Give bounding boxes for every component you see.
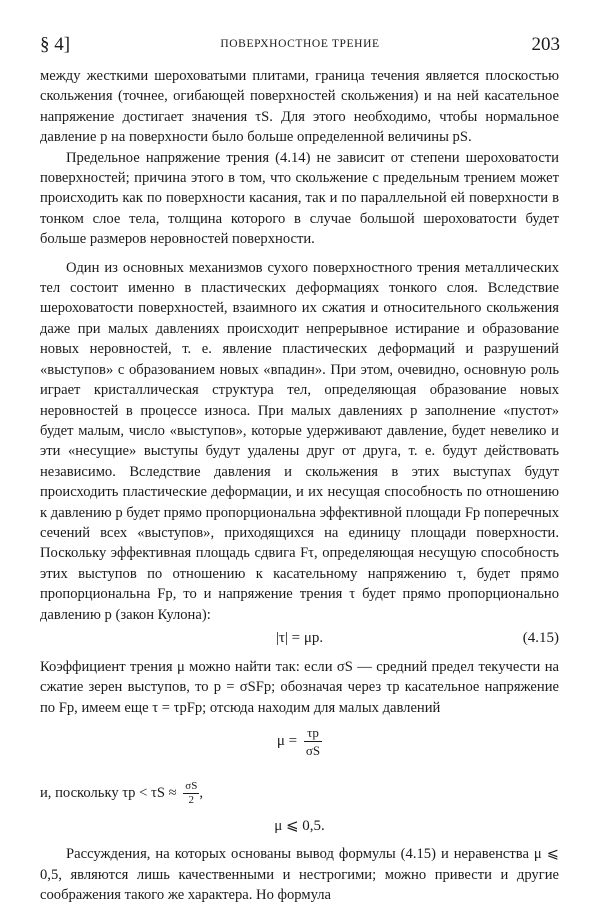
running-title: ПОВЕРХНОСТНОЕ ТРЕНИЕ [220,38,380,50]
since-fraction [183,780,199,807]
since-line [40,770,559,810]
mu-inequality-row [40,810,559,844]
mu-fraction-equation [40,718,559,770]
fraction-numerator: τp [304,724,322,742]
fraction-denominator: σS [305,743,321,759]
since-trailing: , [199,785,203,802]
paragraph-coefficient: Коэффициент трения μ можно найти так: если σS — средний предел текучести на сжатие зерен выступов, то p = σSFp; обозначая через τp касательное напряжение по Fp, имеем еще τ = τpFp; отсюда находим для малых давлений [40,658,559,716]
page-number: 203 [531,34,560,55]
page-header [40,34,560,58]
equation-4-15 [40,625,559,657]
mu-inequality: μ ⩽ 0,5. [274,818,325,835]
since-denominator: 2 [188,794,195,807]
equation-formula: |τ| = μp. [275,629,324,646]
equation-number: (4.15) [522,629,559,646]
body-text [40,66,559,905]
mu-fraction [304,724,322,759]
since-numerator: σS [185,780,198,793]
paragraph-reasoning: Рассуждения, на которых основаны вывод формулы (4.15) и неравенства μ ⩽ 0,5, являются лишь качественными и нестрогими; можно привести и другие соображения такого же характера. Но формула [40,846,559,903]
mu-lhs: μ = [276,733,298,750]
since-text: и, поскольку τp < τS ≈ [40,785,177,802]
section-marker: § 4] [40,34,71,55]
paragraph-mechanism: Один из основных механизмов сухого поверхностного трения металлических тел состоит именно в пластических деформациях тонкого слоя. Вследствие шероховатости поверхностей, взаимного их сжатия и относительного скольжения даже при малых давлениях происходит непрерывное истирание и образование новых неровностей, т. е. явление пластических деформаций и разрушений «выступов» с образованием новых «впадин». При этом, очевидно, основную роль играет кристаллическая структура тел, определяющая образование новых неровностей в процессе износа. При малых давлениях p заполнение «пустот» будет малым, число «выступов», которые удерживают давление, будет невелико и эти «несущие» выступы будут удалены друг от друга, т. е. будут действовать независимо. Вследствие давления и скольжения в этих выступах будут происходить пластические деформации, и их несущая способность по отношению к давлению p будет прямо пропорциональна эффективной площади Fp поперечных сечений всех «выступов», приходящихся на единицу площади поверхности. Поскольку эффективная площадь сдвига Fτ, определяющая несущую способность этих выступов по отношению к касательному напряжению τ, будет прямо пропорциональна Fp, то и напряжение трения τ будет прямо пропорционально давлению p (закон Кулона): [40,259,559,623]
paragraph-continued: между жесткими шероховатыми плитами, граница течения является плоскостью скольжения (точнее, огибающей поверхностей скольжения) и на ней касательное напряжение достигает значения τS. Для этого необходимо, чтобы нормальное давление p на поверхности было больше определенной величины pS. [40,68,559,146]
paragraph-friction-limit: Предельное напряжение трения (4.14) не зависит от степени шероховатости поверхностей; причина этого в том, что скольжение с предельным трением может происходить как по поверхности касания, так и по параллельной ей поверхности в тонком слое тела, толщина которого в случае большой шероховатости будет больше размеров неровностей поверхности. [40,149,559,248]
